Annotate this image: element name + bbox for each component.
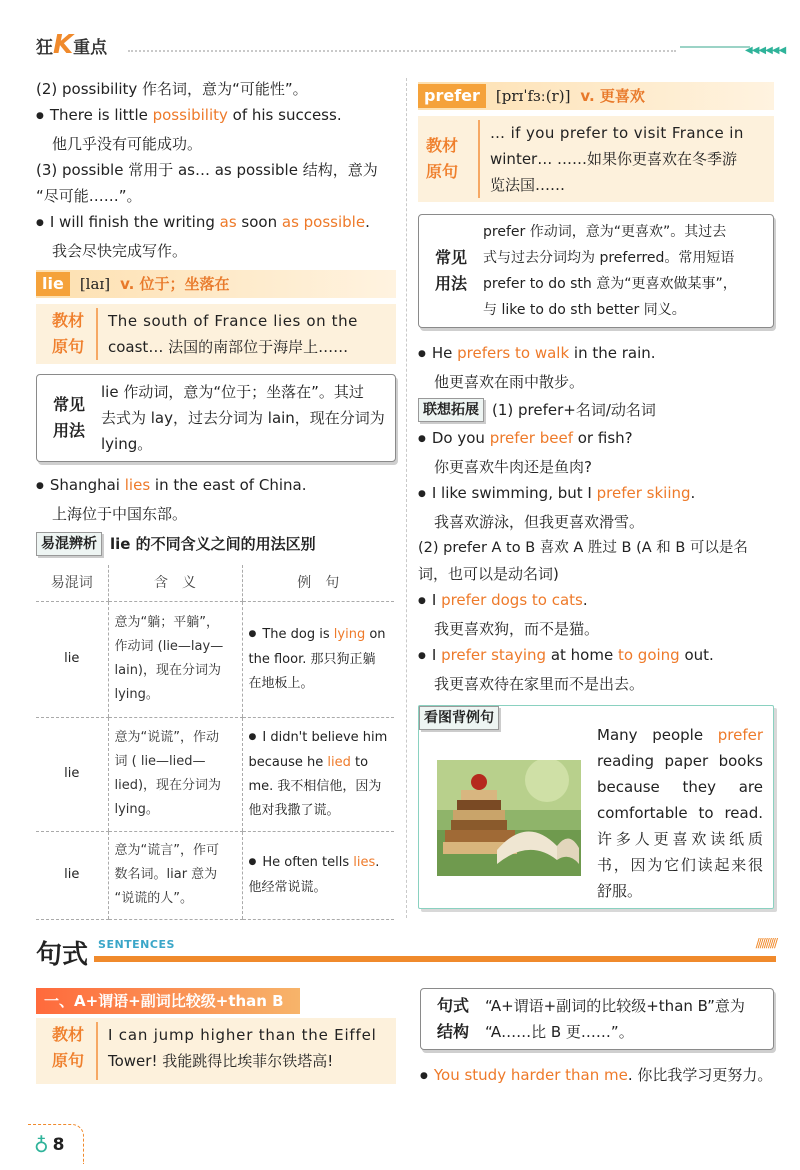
source-text: I can jump higher than the Eiffel Tower! 我能跳得比埃菲尔铁塔高!: [108, 1026, 377, 1070]
assoc-tag: 联想拓展: [418, 398, 484, 422]
source-text: … if you prefer to visit France in winter… ……如果你更喜欢在冬季游 览法国……: [490, 124, 744, 194]
part-of-speech: v. 位于；坐落在: [120, 275, 230, 293]
source-label: 教材 原句: [44, 1022, 98, 1080]
picture-example-box: [418, 705, 774, 909]
example-translation: 我更喜欢待在家里而不是出去。: [434, 675, 645, 693]
word-tag: prefer: [418, 84, 486, 108]
table-cell: lie: [36, 601, 108, 717]
sentences-header: [36, 928, 776, 968]
header-bar: [680, 46, 750, 48]
example-sentence: ● Do you prefer beef or fish?: [418, 425, 774, 454]
possible-note: “尽可能……”。: [36, 187, 142, 205]
phonetic: [laɪ]: [79, 275, 111, 293]
possible-note: (3) possible 常用于 as… as possible 结构，意为: [36, 161, 378, 179]
example-sentence: ● I prefer staying at home to going out.: [418, 642, 774, 671]
table-header-cell: 例 句: [242, 565, 394, 601]
example-sentence: ● I will finish the writing as soon as possible.: [36, 209, 396, 238]
pattern-block: [36, 988, 396, 1084]
example-translation: 他更喜欢在雨中散步。: [434, 373, 585, 391]
structure-box: [420, 988, 774, 1050]
structure-block: [420, 988, 774, 1091]
example-translation: 你更喜欢牛肉还是鱼肉?: [434, 458, 592, 476]
picture-text: Many people prefer reading paper books because they are comfortable to read. 许多人更喜欢读纸质 书，因为它们读起来很 舒服。: [597, 726, 763, 900]
textbook-source-box: [418, 116, 774, 202]
picture-tag: 看图背例句: [419, 706, 499, 730]
ab-note: (2) prefer A to B 喜欢 A 胜过 B (A 和 B 可以是名: [418, 540, 748, 556]
confuse-header: [36, 531, 396, 557]
books-image: [437, 760, 581, 876]
example-sentence: ● Shanghai lies in the east of China.: [36, 472, 396, 501]
ab-note: 词，也可以是动名词): [418, 565, 559, 583]
balloon-icon: ♁: [34, 1132, 49, 1157]
usage-text: lie 作动词，意为“位于；坐落在”。其过 去式为 lay，过去分词为 lain，现在分词为 lying。: [101, 383, 385, 453]
sentences-section: [36, 928, 776, 968]
phonetic: [prɪˈfɜː(r)]: [495, 87, 571, 105]
textbook-source-box: [36, 1018, 396, 1084]
example-sentence: ● You study harder than me. 你比我学习更努力。: [420, 1062, 774, 1091]
assoc-title: (1) prefer+名词/动名词: [492, 401, 656, 419]
table-header: [36, 565, 394, 601]
word-tag: lie: [36, 272, 70, 296]
comparison-table: [36, 565, 394, 920]
example-translation: 上海位于中国东部。: [52, 505, 188, 523]
example-sentence: ● He prefers to walk in the rain.: [418, 340, 774, 369]
source-label: 教材 原句: [426, 120, 480, 198]
word-header-lie: [36, 270, 396, 298]
table-header-cell: 易混词: [36, 565, 108, 601]
example-sentence: ● I prefer dogs to cats.: [418, 587, 774, 616]
usage-box: [36, 374, 396, 462]
column-divider: [406, 78, 407, 918]
table-cell: lie: [36, 717, 108, 831]
example-translation: 我会尽快完成写作。: [52, 242, 188, 260]
assoc-header: [418, 397, 774, 423]
structure-label: 句式 结构: [436, 996, 469, 1041]
table-cell: ● The dog is lying on the floor. 那只狗正躺 在地板上。: [242, 601, 394, 717]
header-dotted-line: [128, 50, 676, 52]
example-translation: 他几乎没有可能成功。: [52, 135, 203, 153]
possibility-note: (2) possibility 作名词，意为“可能性”。: [36, 80, 308, 98]
usage-text: prefer 作动词，意为“更喜欢”。其过去 式与过去分词均为 preferred。常用短语 prefer to do sth 意为“更喜欢做某事”， 与 like to do sth better 同义。: [483, 224, 737, 318]
table-row: [36, 717, 394, 831]
usage-label: 常见 用法: [52, 395, 85, 440]
left-column: [36, 76, 396, 920]
usage-label: 常见 用法: [434, 248, 467, 293]
table-cell: ● He often tells lies. 他经常说谎。: [242, 831, 394, 919]
table-header-cell: 含 义: [108, 565, 242, 601]
example-sentence: ● I like swimming, but I prefer skiing.: [418, 480, 774, 509]
slash-decoration-icon: //////////: [755, 936, 776, 950]
example-translation: 我更喜欢狗，而不是猫。: [434, 620, 600, 638]
section-title: 句式: [36, 940, 89, 970]
page-number: 8: [52, 1134, 65, 1155]
section-bar: [94, 956, 776, 962]
usage-box: [418, 214, 774, 328]
page-number-box: [28, 1124, 84, 1164]
textbook-source-box: [36, 304, 396, 364]
confuse-title: lie 的不同含义之间的用法区别: [110, 535, 316, 553]
section-subtitle: SENTENCES: [98, 938, 175, 951]
table-cell: 意为“说谎”，作动 词 ( lie—lied— lied)，现在分词为 lying。: [108, 717, 242, 831]
structure-text: “A+谓语+副词的比较级+than B”意为 “A……比 B 更……”。: [485, 997, 745, 1041]
pattern-tag: 一、A+谓语+副词比较级+than B: [36, 988, 300, 1014]
table-cell: 意为“躺；平躺”， 作动词 (lie—lay— lain)，现在分词为 lying。: [108, 601, 242, 717]
example-sentence: ● There is little possibility of his success.: [36, 102, 396, 131]
header-arrows-icon: ◀◀◀◀◀◀: [745, 45, 786, 56]
source-label: 教材 原句: [44, 308, 98, 360]
table-row: [36, 601, 394, 717]
confuse-tag: 易混辨析: [36, 532, 102, 556]
part-of-speech: v. 更喜欢: [580, 87, 645, 105]
example-translation: 我喜欢游泳，但我更喜欢滑雪。: [434, 513, 645, 531]
table-cell: 意为“谎言”，作可 数名词。liar 意为 “说谎的人”。: [108, 831, 242, 919]
right-column: [418, 82, 774, 909]
brand-logo: 狂K重点: [36, 30, 108, 60]
table-cell: lie: [36, 831, 108, 919]
source-text: The south of France lies on the coast… 法国的南部位于海岸上……: [108, 312, 359, 356]
word-header-prefer: [418, 82, 774, 110]
table-row: [36, 831, 394, 919]
table-cell: ● I didn't believe him because he lied to me. 我不相信他，因为 他对我撒了谎。: [242, 717, 394, 831]
